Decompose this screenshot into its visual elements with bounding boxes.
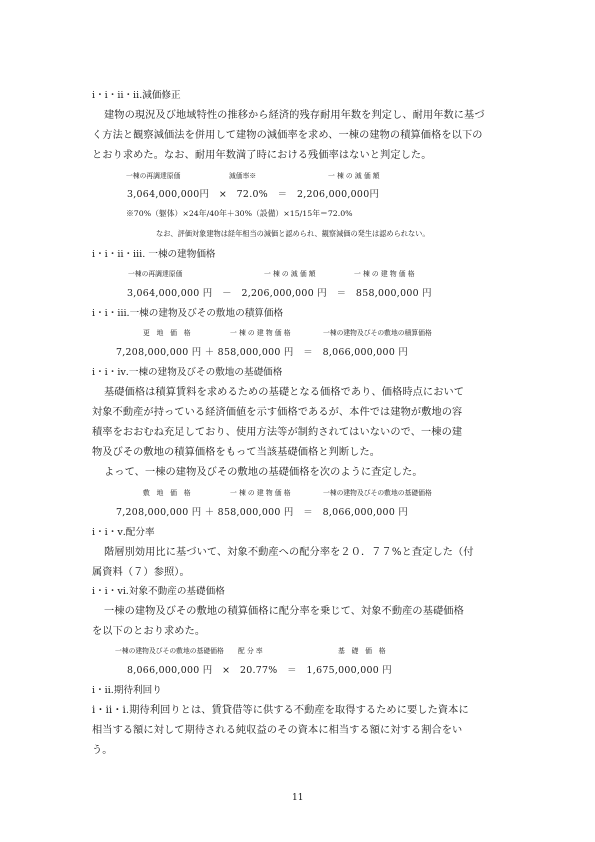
paragraph-line: 対象不動産が持っている経済価値を示す価格であるが、本件では建物が敷地の容 xyxy=(92,407,463,418)
equation-building-price: 3,064,000,000 円 － 2,206,000,000 円 ＝ 858,000,000 円 xyxy=(127,288,432,299)
equation-target-base-price: 8,066,000,000 円 × 20.77% ＝ 1,675,000,000 円 xyxy=(127,665,392,676)
equation-depreciation: 3,064,000,000円 × 72.0% ＝ 2,206,000,000円 xyxy=(127,189,380,200)
label-building-price: 一 棟 の 建 物 価 格 xyxy=(230,329,291,337)
paragraph-line: とおり求めた。なお、耐用年数満了時における残価率はないと判定した。 xyxy=(92,150,432,161)
label-building-price: 一 棟 の 建 物 価 格 xyxy=(354,270,415,278)
label-depreciation-amount: 一 棟 の 減 価 額 xyxy=(264,270,316,278)
paragraph-line: 積率をおおむね充足しており、使用方法等が制約されてはいないので、一棟の建 xyxy=(92,427,463,438)
label-building-price: 一 棟 の 建 物 価 格 xyxy=(230,489,291,497)
section-heading-target-base-price: i・i・ⅵ.対象不動産の基礎価格 xyxy=(92,586,225,597)
section-heading-building-price: i・i・ⅱ・ⅲ. 一棟の建物価格 xyxy=(92,249,216,260)
paragraph-line: 一棟の建物及びその敷地の積算価格に配分率を乗じて、対象不動産の基礎価格 xyxy=(104,606,464,617)
note-observation: なお、評価対象建物は経年相当の減価と認められ、観察減価の発生は認められない。 xyxy=(156,229,430,238)
footnote-calculation: ※70%（躯体）×24年/40年＋30%（設備）×15/15年＝72.0% xyxy=(126,209,353,218)
paragraph-line: を以下のとおり求めた。 xyxy=(92,626,206,637)
paragraph-line: 基礎価格は積算賃料を求めるための基礎となる価格であり、価格時点において xyxy=(104,387,465,398)
section-heading-expected-yield: i・ⅱ.期待利回り xyxy=(92,685,162,696)
label-site-price: 敷 地 価 格 xyxy=(143,489,191,497)
section-heading-accumulated-price: i・i・ⅲ.一棟の建物及びその敷地の積算価格 xyxy=(92,308,284,319)
paragraph-line: う。 xyxy=(92,745,113,756)
paragraph-line: よって、一棟の建物及びその敷地の基礎価格を次のように査定した。 xyxy=(104,467,423,478)
label-depreciation-rate: 減価率※ xyxy=(229,172,257,180)
paragraph-line: i・ⅱ・i.期待利回りとは、賃貸借等に供する不動産を取得するために要した資本に xyxy=(92,705,469,716)
paragraph-line: 建物の現況及び地域特性の推移から経済的残存耐用年数を判定し、耐用年数に基づ xyxy=(104,110,485,121)
paragraph-line: 属資料（７）参照）。 xyxy=(92,567,190,578)
section-heading-base-price: i・i・ⅳ.一棟の建物及びその敷地の基礎価格 xyxy=(92,367,283,378)
paragraph-line: く方法と観察減価法を併用して建物の減価率を求め、一棟の建物の積算価格を以下の xyxy=(92,130,483,141)
label-whole-base-price: 一棟の建物及びその敷地の基礎価格 xyxy=(115,647,224,655)
label-base-price: 基 礎 価 格 xyxy=(338,647,386,655)
page-number: 11 xyxy=(292,793,304,803)
section-heading-depreciation: i・i・ⅱ・ⅱ.減価修正 xyxy=(92,90,181,101)
paragraph-line: 階層別効用比に基づいて、対象不動産への配分率を２０．７７%と査定した（付 xyxy=(104,547,474,558)
label-land-price: 更 地 価 格 xyxy=(143,329,191,337)
label-allocation-rate: 配 分 率 xyxy=(238,647,263,655)
label-base-price: 一棟の建物及びその敷地の基礎価格 xyxy=(323,489,432,497)
label-replacement-cost: 一棟の再調達原価 xyxy=(126,172,181,180)
paragraph-line: 物及びその敷地の積算価格をもって当該基礎価格と判断した。 xyxy=(92,447,381,458)
label-depreciation-amount: 一 棟 の 減 価 額 xyxy=(328,172,380,180)
equation-base-price: 7,208,000,000 円 ＋ 858,000,000 円 ＝ 8,066,000,000 円 xyxy=(116,507,409,518)
section-heading-allocation-rate: i・i・ⅴ.配分率 xyxy=(92,527,155,538)
label-accumulated-price: 一棟の建物及びその敷地の積算価格 xyxy=(323,329,432,337)
paragraph-line: 相当する額に対して期待される純収益のその資本に相当する額に対する割合をい xyxy=(92,725,463,736)
equation-accumulated-price: 7,208,000,000 円 ＋ 858,000,000 円 ＝ 8,066,000,000 円 xyxy=(116,347,409,358)
label-replacement-cost: 一棟の再調達原価 xyxy=(128,270,183,278)
